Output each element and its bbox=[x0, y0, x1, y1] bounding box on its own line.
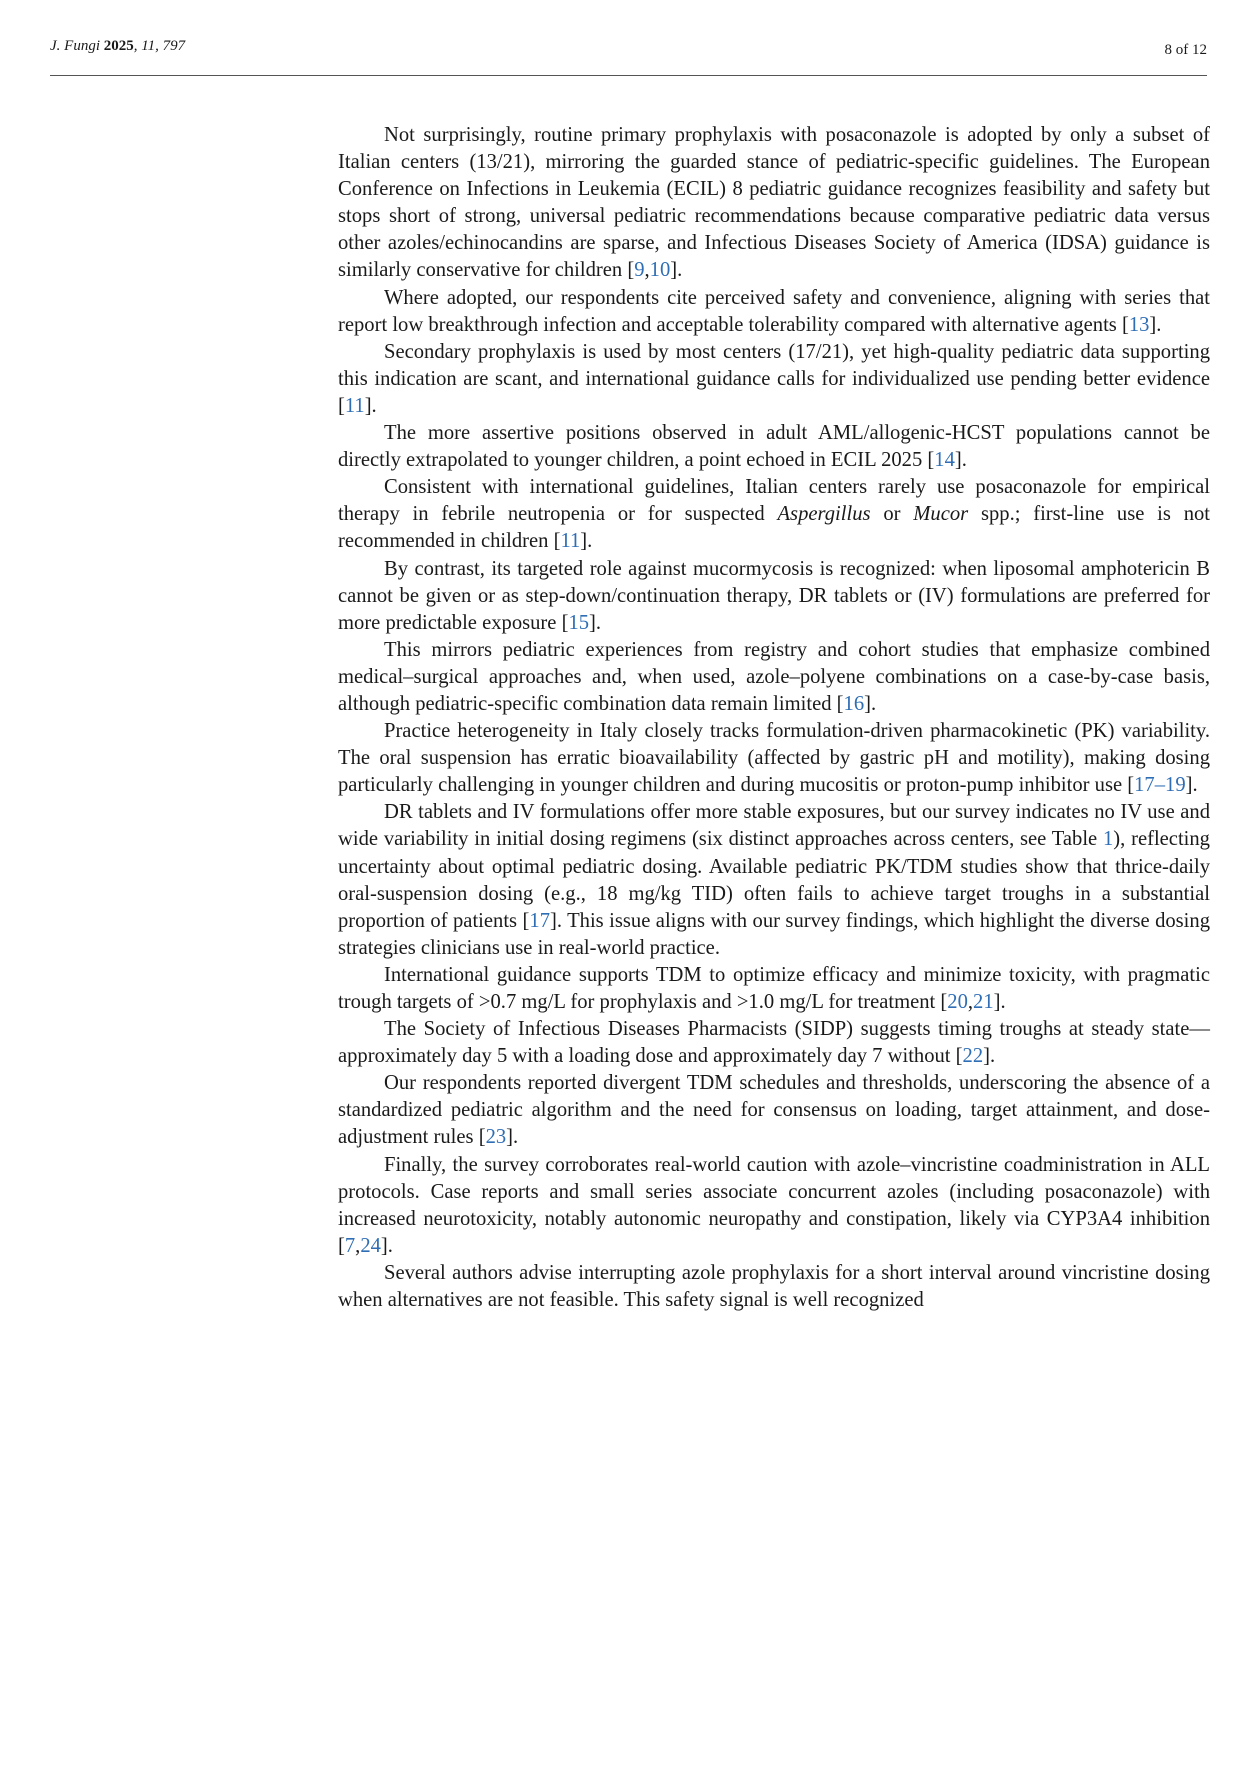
citation-link[interactable]: 10 bbox=[649, 259, 671, 282]
body-paragraph bbox=[338, 718, 1210, 799]
citation-link[interactable]: 23 bbox=[485, 1126, 507, 1149]
text-run: ]. bbox=[380, 1234, 393, 1257]
text-run: , bbox=[967, 991, 974, 1013]
text-run: ]. bbox=[983, 1045, 996, 1068]
citation-link[interactable]: 1 bbox=[1102, 828, 1114, 851]
body-paragraph bbox=[338, 474, 1210, 555]
text-run: This mirrors pediatric experiences from registry and cohort studies that emphasize combined medical–surgical approaches and, when used, azole–polyene combinations on a case-by-case basis, although pediatric-specific combination data remain limited [ bbox=[338, 638, 1210, 715]
text-run: or bbox=[870, 503, 914, 526]
text-run: ]. bbox=[589, 611, 602, 634]
text-run: , bbox=[355, 1234, 361, 1257]
body-paragraph bbox=[338, 556, 1210, 637]
body-paragraph bbox=[338, 285, 1210, 339]
text-run: The Society of Infectious Diseases Pharmacists (SIDP) suggests timing troughs at steady state—approximately day 5 with a loading dose and approximately day 7 without [ bbox=[338, 1018, 1210, 1068]
body-paragraph bbox=[338, 799, 1210, 962]
body-paragraph bbox=[338, 122, 1210, 285]
body-paragraph bbox=[338, 420, 1210, 474]
body-paragraph bbox=[338, 1070, 1210, 1151]
body-paragraph bbox=[338, 1152, 1210, 1260]
citation-link[interactable]: 24 bbox=[360, 1234, 381, 1257]
italic-term: Aspergillus bbox=[777, 503, 871, 526]
journal-name: J. Fungi bbox=[50, 38, 100, 54]
journal-citation bbox=[50, 38, 185, 55]
text-run: Not surprisingly, routine primary prophylaxis with posaconazole is adopted by only a subset of Italian centers (13/21), mirroring the guarded stance of pediatric-specific guidelines. The European Conference on Infections in Leukemia (ECIL) 8 pediatric guidance recognizes feasibility and safety but stops short of strong, universal pediatric recommendations because comparative pediatric data versus other azoles/echinocandins are sparse, and Infectious Diseases Society of America (IDSA) guidance is similarly conservative for children [ bbox=[338, 124, 1210, 282]
citation-link[interactable]: 17 bbox=[529, 909, 550, 932]
text-run: ), reflecting uncertainty about optimal pediatric dosing. Available pediatric PK/TDM studies show that thrice-daily oral-suspension dosing (e.g., 18 mg/kg TID) often fails to achieve target troughs in a substantial proportion of patients [ bbox=[338, 828, 1210, 932]
citation-link[interactable]: 14 bbox=[934, 449, 955, 472]
text-run: International guidance supports TDM to optimize efficacy and minimize toxicity, with pragmatic trough targets of >0.7 mg/L for prophylaxis and >1.0 mg/L for treatment [ bbox=[338, 963, 1210, 1013]
citation-link[interactable]: 17–19 bbox=[1134, 774, 1186, 797]
body-paragraph bbox=[338, 1260, 1210, 1314]
text-run: ]. bbox=[364, 394, 377, 417]
journal-volume-page: , 11, 797 bbox=[133, 38, 186, 54]
text-run: By contrast, its targeted role against mucormycosis is recognized: when liposomal amphotericin B cannot be given or as step-down/continuation therapy, DR tablets or (IV) formulations are preferred for more predictable exposure [ bbox=[338, 557, 1210, 634]
article-body bbox=[338, 122, 1210, 1314]
text-run: Several authors advise interrupting azole prophylaxis for a short interval around vincristine dosing when alternatives are not feasible. This safety signal is well recognized bbox=[338, 1261, 1210, 1312]
body-paragraph bbox=[338, 1016, 1210, 1070]
text-run: ]. bbox=[1149, 313, 1162, 336]
text-run: Our respondents reported divergent TDM schedules and thresholds, underscoring the absence of a standardized pediatric algorithm and the need for consensus on loading, target attainment, and dose-adjustment rules [ bbox=[338, 1072, 1210, 1149]
text-run: Practice heterogeneity in Italy closely tracks formulation-driven pharmacokinetic (PK) variability. The oral suspension has erratic bioavailability (affected by gastric pH and motility), making dosing particularly challenging in younger children and during mucositis or proton-pump inhibitor use [ bbox=[338, 720, 1210, 797]
text-run: Secondary prophylaxis is used by most centers (17/21), yet high-quality pediatric data supporting this indication are scant, and international guidance calls for individualized use pending better evidence [ bbox=[338, 340, 1210, 417]
body-paragraph bbox=[338, 339, 1210, 420]
text-run: Consistent with international guidelines, Italian centers rarely use posaconazole for empirical therapy in febrile neutropenia or for suspected bbox=[338, 476, 1210, 526]
text-run: spp.; first-line use is not recommended in children [ bbox=[338, 503, 1211, 553]
text-run: ]. bbox=[1185, 774, 1198, 797]
body-paragraph bbox=[338, 637, 1210, 718]
running-header bbox=[50, 38, 1207, 78]
text-run: , bbox=[644, 259, 650, 282]
italic-term: Mucor bbox=[913, 503, 969, 526]
citation-link[interactable]: 11 bbox=[344, 394, 365, 417]
page-indicator: 8 of 12 bbox=[1164, 42, 1207, 58]
text-run: ]. bbox=[670, 259, 683, 282]
text-run: ]. bbox=[954, 449, 967, 472]
text-run: The more assertive positions observed in adult AML/allogenic-HCST populations cannot be directly extrapolated to younger children, a point echoed in ECIL 2025 [ bbox=[338, 422, 1210, 472]
text-run: ]. bbox=[506, 1126, 519, 1149]
citation-link[interactable]: 20 bbox=[947, 991, 968, 1013]
text-run: ]. This issue aligns with our survey findings, which highlight the diverse dosing strategies clinicians use in real-world practice. bbox=[338, 909, 1210, 959]
citation-link[interactable]: 22 bbox=[962, 1045, 984, 1068]
text-run: ]. bbox=[993, 991, 1006, 1013]
text-run: ]. bbox=[864, 692, 877, 715]
citation-link[interactable]: 15 bbox=[568, 611, 590, 634]
body-paragraph bbox=[338, 962, 1210, 1016]
text-run: ]. bbox=[580, 530, 593, 553]
citation-link[interactable]: 11 bbox=[560, 530, 581, 553]
text-run: Finally, the survey corroborates real-world caution with azole–vincristine coadministration in ALL protocols. Case reports and small series associate concurrent azoles (including posaconazole) with increased neurotoxicity, notably autonomic neuropathy and constipation, likely via CYP3A4 inhibition [ bbox=[338, 1153, 1210, 1257]
citation-link[interactable]: 16 bbox=[843, 692, 865, 715]
citation-link[interactable]: 13 bbox=[1128, 313, 1150, 336]
citation-link[interactable]: 21 bbox=[973, 991, 994, 1013]
citation-link[interactable]: 7 bbox=[344, 1234, 356, 1257]
citation-link[interactable]: 9 bbox=[634, 259, 645, 282]
header-divider bbox=[50, 75, 1207, 76]
journal-year: 2025 bbox=[103, 38, 134, 54]
text-run: Where adopted, our respondents cite perceived safety and convenience, aligning with series that report low breakthrough infection and acceptable tolerability compared with alternative agents [ bbox=[338, 286, 1210, 336]
text-run: DR tablets and IV formulations offer more stable exposures, but our survey indicates no IV use and wide variability in initial dosing regimens (six distinct approaches across centers, see Table bbox=[338, 801, 1210, 851]
